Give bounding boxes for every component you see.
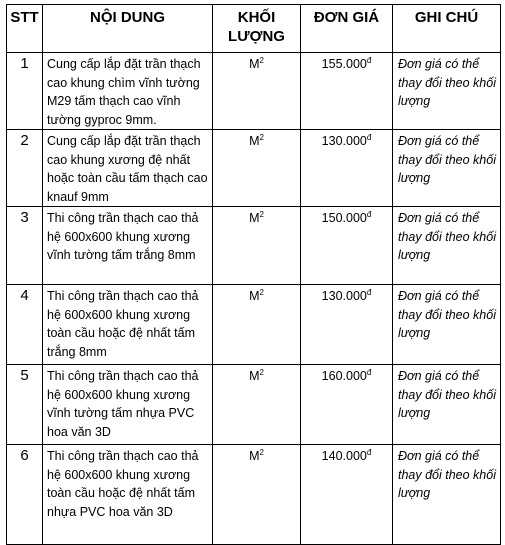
header-stt: STT bbox=[7, 5, 43, 53]
row-price bbox=[301, 365, 393, 445]
row-stt: 4 bbox=[7, 285, 43, 365]
table-row bbox=[7, 53, 501, 130]
row-unit bbox=[213, 53, 301, 130]
row-stt: 2 bbox=[7, 130, 43, 207]
price-text: 150.000 bbox=[321, 211, 367, 225]
row-content: Cung cấp lắp đặt trần thạch cao khung xương đệ nhất hoặc toàn cầu tấm thạch cao knauf 9mm bbox=[43, 130, 213, 207]
unit-superscript: 2 bbox=[259, 55, 264, 65]
row-content: Thi công trần thạch cao thả hệ 600x600 khung xương toàn cầu hoặc đệ nhất tấm trắng 8mm bbox=[43, 285, 213, 365]
row-note: Đơn giá có thể thay đổi theo khối lượng bbox=[393, 365, 501, 445]
row-stt: 5 bbox=[7, 365, 43, 445]
row-content: Thi công trần thạch cao thả hệ 600x600 khung xương toàn cầu hoặc đệ nhất tấm nhựa PVC hoa văn 3D bbox=[43, 445, 213, 545]
row-price bbox=[301, 445, 393, 545]
header-note: GHI CHÚ bbox=[393, 5, 501, 53]
header-price: ĐƠN GIÁ bbox=[301, 5, 393, 53]
row-unit bbox=[213, 365, 301, 445]
row-price bbox=[301, 130, 393, 207]
unit-text: M bbox=[249, 57, 260, 71]
price-text: 130.000 bbox=[321, 134, 367, 148]
header-content: NỘI DUNG bbox=[43, 5, 213, 53]
row-price bbox=[301, 207, 393, 285]
unit-superscript: 2 bbox=[259, 287, 264, 297]
price-currency: đ bbox=[366, 209, 372, 219]
price-text: 155.000 bbox=[321, 57, 367, 71]
row-note: Đơn giá có thể thay đổi theo khối lượng bbox=[393, 285, 501, 365]
unit-text: M bbox=[249, 211, 260, 225]
row-unit bbox=[213, 445, 301, 545]
unit-text: M bbox=[249, 369, 260, 383]
price-text: 130.000 bbox=[321, 289, 367, 303]
unit-text: M bbox=[249, 449, 260, 463]
row-stt: 3 bbox=[7, 207, 43, 285]
row-unit bbox=[213, 130, 301, 207]
unit-text: M bbox=[249, 134, 260, 148]
price-currency: đ bbox=[366, 367, 372, 377]
price-table bbox=[6, 4, 501, 545]
header-quantity: KHỐI LƯỢNG bbox=[213, 5, 301, 53]
row-note: Đơn giá có thể thay đổi theo khối lượng bbox=[393, 130, 501, 207]
price-currency: đ bbox=[366, 55, 372, 65]
price-currency: đ bbox=[366, 447, 372, 457]
table-row bbox=[7, 365, 501, 445]
row-note: Đơn giá có thể thay đổi theo khối lượng bbox=[393, 207, 501, 285]
row-price bbox=[301, 53, 393, 130]
row-note: Đơn giá có thể thay đổi theo khối lượng bbox=[393, 53, 501, 130]
table-row bbox=[7, 207, 501, 285]
row-content: Cung cấp lắp đặt trần thạch cao khung chìm vĩnh tường M29 tấm thạch cao vĩnh tường gyproc 9mm. bbox=[43, 53, 213, 130]
unit-text: M bbox=[249, 289, 260, 303]
row-content: Thi công trần thạch cao thả hệ 600x600 khung xương vĩnh tường tấm nhựa PVC hoa văn 3D bbox=[43, 365, 213, 445]
row-note: Đơn giá có thể thay đổi theo khối lượng bbox=[393, 445, 501, 545]
table-row bbox=[7, 285, 501, 365]
row-unit bbox=[213, 207, 301, 285]
table-row bbox=[7, 130, 501, 207]
price-text: 160.000 bbox=[321, 369, 367, 383]
price-text: 140.000 bbox=[321, 449, 367, 463]
unit-superscript: 2 bbox=[259, 209, 264, 219]
price-currency: đ bbox=[366, 132, 372, 142]
row-content: Thi công trần thạch cao thả hệ 600x600 khung xương vĩnh tường tấm trắng 8mm bbox=[43, 207, 213, 285]
row-unit bbox=[213, 285, 301, 365]
table-row bbox=[7, 445, 501, 545]
price-currency: đ bbox=[366, 287, 372, 297]
row-stt: 1 bbox=[7, 53, 43, 130]
header-row bbox=[7, 5, 501, 53]
unit-superscript: 2 bbox=[259, 132, 264, 142]
unit-superscript: 2 bbox=[259, 367, 264, 377]
row-price bbox=[301, 285, 393, 365]
row-stt: 6 bbox=[7, 445, 43, 545]
unit-superscript: 2 bbox=[259, 447, 264, 457]
